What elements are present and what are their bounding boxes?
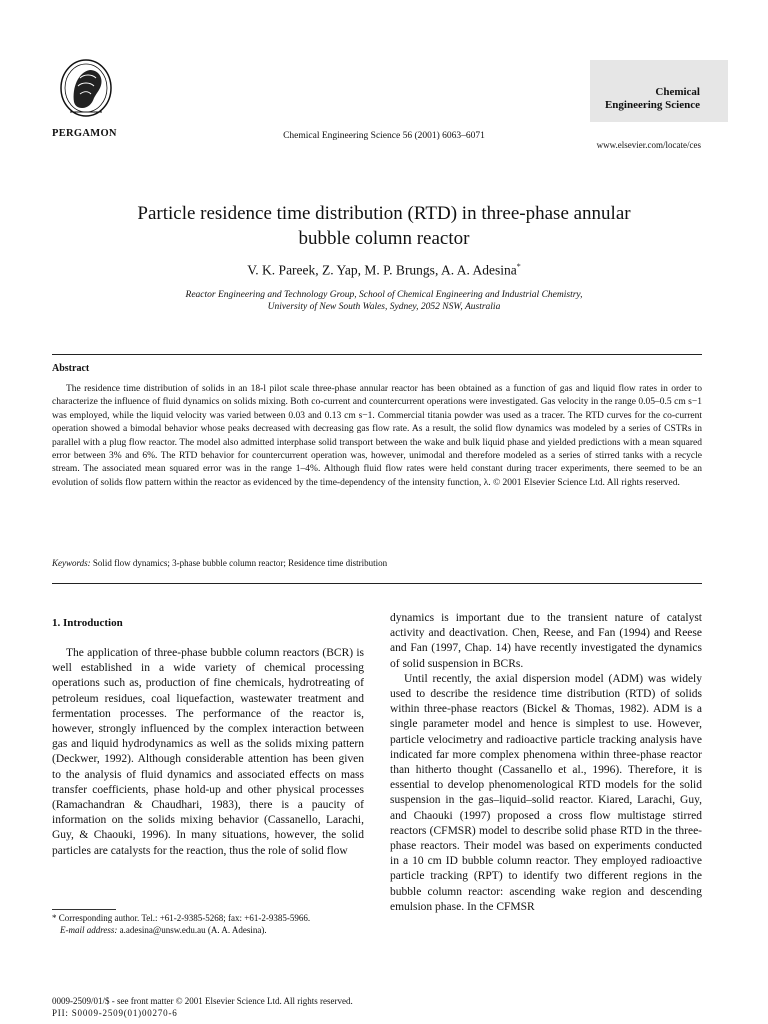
keywords xyxy=(52,558,387,568)
journal-name xyxy=(590,86,700,112)
copyright-line: 0009-2509/01/$ - see front matter © 2001 Elsevier Science Ltd. All rights reserved. xyxy=(52,996,353,1006)
intro-paragraph-1-continued: dynamics is important due to the transient nature of catalyst activity and deactivation. Chen, Reese, and Fan (1994) and Reese and Fan (1997, Chap. 14) have recently investigated the dynamics of solid suspension in BCRs. xyxy=(390,612,702,670)
abstract-top-rule xyxy=(52,354,702,355)
keywords-label: Keywords: xyxy=(52,558,91,568)
front-matter-info xyxy=(52,995,353,1019)
footnote xyxy=(52,912,364,936)
author-list xyxy=(0,262,768,279)
authors-text: V. K. Pareek, Z. Yap, M. P. Brungs, A. A. Adesina xyxy=(247,262,517,278)
intro-paragraph-1: The application of three-phase bubble column reactors (BCR) is well established in a wide variety of chemical processing operations such as, production of fine chemicals, hydrotreating of petroleum residues, coal liquefaction, wastewater treatment and fermentation processes. The performance of the reactor is, however, strongly influenced by the complex interaction between gas and liquid hydrodynamics as well as the solids mixing pattern (Deckwer, 1992). Although considerable attention has been given to the analysis of fluid dynamics and associated effects on mass transfer coefficients, phase hold-up and other physical processes (Ramachandran & Chaudhari, 1983), there is a paucity of information on the solids mixing behavior (Cassanello, Larachi, Guy, & Chaouki, 1996). In many situations, however, the solid particles are catalysts for the reaction, thus the role of solid flow xyxy=(52,647,364,857)
corresponding-author-note: * Corresponding author. Tel.: +61-2-9385-5268; fax: +61-2-9385-5966. xyxy=(52,913,311,923)
affiliation-line2: University of New South Wales, Sydney, 2052 NSW, Australia xyxy=(267,302,501,312)
abstract-text: The residence time distribution of solids in an 18-l pilot scale three-phase annular reactor has been obtained as a function of gas and liquid flow rates in order to characterize the influence of fluid dynamics on solids mixing. Both co-current and countercurrent operations were investigated. Gas velocity in the range 0.05–0.5 cm s−1 was employed, while the liquid velocity was varied between 0.03 and 0.13 cm s−1. Commercial titania powder was used as a tracer. The RTD curves for the co-current operation showed a bimodal behavior whose peaks decreased with decreasing gas flow rate. As a result, the solid flow dynamics was modeled by a series of CSTRs in parallel with a plug flow reactor. The model also admitted interphase solid transport between the wake and bulk liquid phase and yielded predictions with a mean squared error between 3% and 6%. The RTD behavior for countercurrent operation was, however, unimodal and therefore modeled as a series of stirred tanks with a recycle stream. The associated mean squared error was in the range 1–4%. Although fluid flow rates were held constant during tracer experiments, there seemed to be an evolution of solids flow pattern within the reactor as evidenced by the time-dependency of the intensity function, λ. © 2001 Elsevier Science Ltd. All rights reserved. xyxy=(52,384,702,488)
email-address[interactable]: a.adesina@unsw.edu.au (A. A. Adesina). xyxy=(119,925,267,935)
keywords-list: Solid flow dynamics; 3-phase bubble column reactor; Residence time distribution xyxy=(92,558,388,568)
affiliation xyxy=(60,289,708,313)
email-label: E-mail address: xyxy=(60,925,118,935)
corresponding-mark: * xyxy=(516,262,521,271)
pii-line: PII: S0009-2509(01)00270-6 xyxy=(52,1008,178,1018)
affiliation-line1: Reactor Engineering and Technology Group, School of Chemical Engineering and Industrial Chemistry, xyxy=(185,290,583,300)
section-heading-introduction: 1. Introduction xyxy=(52,617,123,629)
publisher-name: PERGAMON xyxy=(52,128,117,139)
abstract-bottom-rule xyxy=(52,583,702,584)
intro-paragraph-2: Until recently, the axial dispersion model (ADM) was widely used to describe the residence time distribution (RTD) of solids within three-phase reactors (Bickel & Thomas, 1982). ADM is a single parameter model and hence is simplest to use. However, particle velocimetry and radioactive particle tracking analysis have indicated far more complex phenomena within three-phase reactor than hitherto thought (Cassanello et al., 1996). Therefore, it is essential to develop phenomenological RTD models for the solid suspension in the gas–liquid–solid reactor. Kiared, Larachi, Guy, and Chaouki (1997) proposed a cross flow multistage stirred reactors (CFMSR) model to describe solid phase RTD in the three-phase reactors. Their model was based on experiments conducted in a 10 cm ID bubble column reactor. They employed radioactive particle tracking (RPT) to identify two different regions in the bubble column reactor: ascending wake region and descending emulsion phase. In the CFMSR xyxy=(390,672,702,913)
abstract-heading: Abstract xyxy=(52,363,90,374)
body-column-right xyxy=(390,611,702,915)
title-line2: bubble column reactor xyxy=(298,228,470,249)
journal-name-line2: Engineering Science xyxy=(604,99,700,111)
footnote-rule xyxy=(52,909,116,910)
journal-name-line1: Chemical xyxy=(655,86,700,98)
article-title xyxy=(60,201,708,251)
title-line1: Particle residence time distribution (RTD) in three-phase annular xyxy=(137,203,631,224)
body-column-left xyxy=(52,646,364,859)
journal-citation: Chemical Engineering Science 56 (2001) 6063–6071 xyxy=(283,131,485,141)
journal-url[interactable]: www.elsevier.com/locate/ces xyxy=(596,140,701,150)
publisher-logo xyxy=(58,58,114,124)
